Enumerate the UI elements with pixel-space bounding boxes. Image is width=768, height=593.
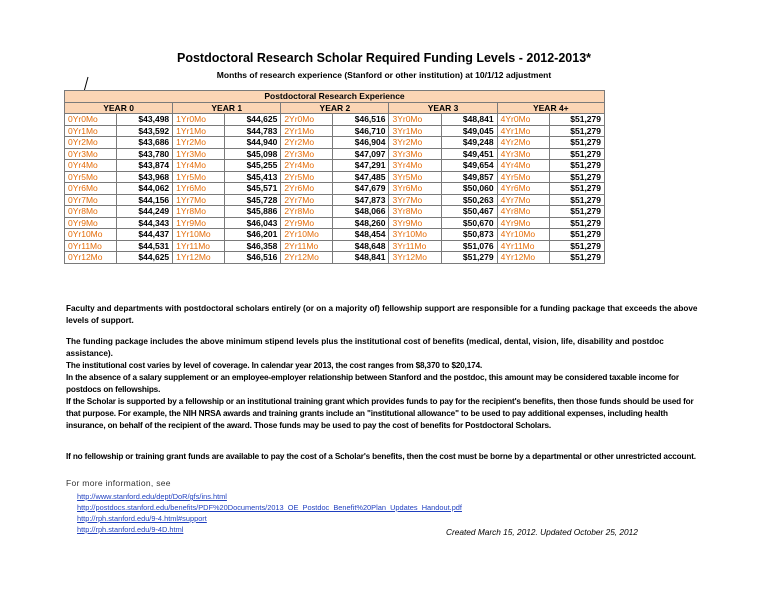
table-row: [65, 114, 605, 126]
funding-amount: $49,248: [441, 137, 497, 149]
table-row: [65, 194, 605, 206]
funding-amount: $48,841: [441, 114, 497, 126]
funding-amount: $43,874: [117, 160, 173, 172]
experience-label: 3Yr10Mo: [389, 229, 441, 241]
experience-label: 4Yr6Mo: [497, 183, 549, 195]
experience-label: 0Yr10Mo: [65, 229, 117, 241]
table-row: [65, 206, 605, 218]
table-row: [65, 229, 605, 241]
funding-amount: $51,279: [549, 171, 604, 183]
experience-label: 3Yr8Mo: [389, 206, 441, 218]
experience-label: 4Yr9Mo: [497, 217, 549, 229]
funding-amount: $44,062: [117, 183, 173, 195]
funding-amount: $50,873: [441, 229, 497, 241]
experience-label: 0Yr12Mo: [65, 252, 117, 264]
experience-label: 0Yr5Mo: [65, 171, 117, 183]
paragraph-institutional-allowance: If the Scholar is supported by a fellowship or an institutional training grant which provides funds to pay for the recipient's benefits, then those funds should be used for that purpose. For example, the NIH NRSA awards and training grants include an "institutional allowance" to be used to pay additional expenses, including health insurance, on behalf of the recipient of the award. Those funds may be used to pay the cost of benefits for Postdoctoral Scholars.: [66, 397, 694, 430]
link-rph-9-4d[interactable]: http://rph.stanford.edu/9-4D.html: [77, 525, 184, 534]
funding-amount: $46,201: [225, 229, 281, 241]
funding-amount: $51,279: [549, 206, 604, 218]
funding-amount: $45,571: [225, 183, 281, 195]
funding-amount: $44,625: [117, 252, 173, 264]
table-header: Postdoctoral Research Experience: [65, 91, 605, 103]
experience-label: 2Yr1Mo: [281, 125, 333, 137]
link-ins[interactable]: http://www.stanford.edu/dept/DoR/gfs/ins.html: [77, 492, 227, 501]
funding-amount: $43,968: [117, 171, 173, 183]
funding-amount: $51,076: [441, 240, 497, 252]
table-row: [65, 217, 605, 229]
experience-label: 0Yr7Mo: [65, 194, 117, 206]
experience-label: 3Yr9Mo: [389, 217, 441, 229]
experience-label: 4Yr7Mo: [497, 194, 549, 206]
year-header: YEAR 3: [389, 102, 497, 114]
experience-label: 0Yr3Mo: [65, 148, 117, 160]
experience-label: 4Yr11Mo: [497, 240, 549, 252]
funding-amount: $48,454: [333, 229, 389, 241]
experience-label: 1Yr4Mo: [173, 160, 225, 172]
created-updated-note: Created March 15, 2012. Updated October 25, 2012: [446, 527, 638, 537]
funding-amount: $45,255: [225, 160, 281, 172]
funding-amount: $50,670: [441, 217, 497, 229]
funding-amount: $51,279: [549, 183, 604, 195]
experience-label: 4Yr8Mo: [497, 206, 549, 218]
experience-label: 2Yr11Mo: [281, 240, 333, 252]
table-row: [65, 183, 605, 195]
funding-amount: $44,249: [117, 206, 173, 218]
experience-label: 3Yr7Mo: [389, 194, 441, 206]
funding-amount: $46,358: [225, 240, 281, 252]
experience-label: 4Yr4Mo: [497, 160, 549, 172]
funding-amount: $50,467: [441, 206, 497, 218]
experience-label: 3Yr12Mo: [389, 252, 441, 264]
funding-amount: $51,279: [549, 137, 604, 149]
experience-label: 3Yr4Mo: [389, 160, 441, 172]
link-rph-support[interactable]: http://rph.stanford.edu/9-4.html#support: [77, 514, 207, 523]
experience-label: 0Yr8Mo: [65, 206, 117, 218]
experience-label: 1Yr0Mo: [173, 114, 225, 126]
experience-label: 1Yr7Mo: [173, 194, 225, 206]
experience-label: 3Yr1Mo: [389, 125, 441, 137]
experience-label: 2Yr0Mo: [281, 114, 333, 126]
funding-amount: $48,648: [333, 240, 389, 252]
experience-label: 1Yr3Mo: [173, 148, 225, 160]
paragraph-taxable-income: In the absence of a salary supplement or an employee-employer relationship between Stanford and the postdoc, this amount may be considered taxable income for postdocs on fellowships.: [66, 373, 679, 394]
experience-label: 3Yr6Mo: [389, 183, 441, 195]
experience-label: 2Yr10Mo: [281, 229, 333, 241]
funding-amount: $47,873: [333, 194, 389, 206]
funding-amount: $45,098: [225, 148, 281, 160]
funding-amount: $47,291: [333, 160, 389, 172]
funding-amount: $43,498: [117, 114, 173, 126]
funding-amount: $49,654: [441, 160, 497, 172]
funding-amount: $46,516: [333, 114, 389, 126]
funding-amount: $43,592: [117, 125, 173, 137]
page-title: Postdoctoral Research Scholar Required Funding Levels - 2012-2013*: [176, 51, 592, 65]
funding-amount: $46,710: [333, 125, 389, 137]
funding-amount: $47,485: [333, 171, 389, 183]
experience-label: 4Yr3Mo: [497, 148, 549, 160]
table-row: [65, 125, 605, 137]
experience-label: 0Yr2Mo: [65, 137, 117, 149]
funding-amount: $48,841: [333, 252, 389, 264]
year-header: YEAR 1: [173, 102, 281, 114]
paragraph-fellowship-support: Faculty and departments with postdoctoral scholars entirely (or on a majority of) fellowship support are responsible for a funding package that exceeds the above levels of support.: [66, 304, 698, 325]
experience-label: 3Yr0Mo: [389, 114, 441, 126]
funding-table: [64, 90, 605, 264]
experience-label: 1Yr2Mo: [173, 137, 225, 149]
page-subtitle: Months of research experience (Stanford or other institution) at 10/1/12 adjustment: [216, 70, 552, 80]
table-row: [65, 252, 605, 264]
funding-amount: $48,260: [333, 217, 389, 229]
experience-label: 3Yr5Mo: [389, 171, 441, 183]
experience-label: 1Yr10Mo: [173, 229, 225, 241]
experience-label: 0Yr1Mo: [65, 125, 117, 137]
funding-amount: $51,279: [549, 148, 604, 160]
experience-label: 2Yr9Mo: [281, 217, 333, 229]
experience-label: 2Yr2Mo: [281, 137, 333, 149]
funding-amount: $46,043: [225, 217, 281, 229]
year-header: YEAR 4+: [497, 102, 604, 114]
table-row: [65, 160, 605, 172]
link-list: [77, 491, 462, 535]
experience-label: 4Yr1Mo: [497, 125, 549, 137]
table-row: [65, 240, 605, 252]
experience-label: 1Yr9Mo: [173, 217, 225, 229]
funding-amount: $44,531: [117, 240, 173, 252]
experience-label: 1Yr8Mo: [173, 206, 225, 218]
funding-amount: $49,451: [441, 148, 497, 160]
experience-label: 3Yr3Mo: [389, 148, 441, 160]
funding-amount: $46,516: [225, 252, 281, 264]
experience-label: 4Yr10Mo: [497, 229, 549, 241]
funding-amount: $51,279: [549, 252, 604, 264]
year-header: YEAR 0: [65, 102, 173, 114]
year-header: YEAR 2: [281, 102, 389, 114]
experience-label: 2Yr3Mo: [281, 148, 333, 160]
funding-amount: $44,437: [117, 229, 173, 241]
experience-label: 3Yr11Mo: [389, 240, 441, 252]
experience-label: 0Yr4Mo: [65, 160, 117, 172]
experience-label: 0Yr11Mo: [65, 240, 117, 252]
funding-amount: $44,156: [117, 194, 173, 206]
funding-amount: $49,857: [441, 171, 497, 183]
funding-amount: $45,886: [225, 206, 281, 218]
funding-amount: $49,045: [441, 125, 497, 137]
funding-amount: $51,279: [549, 240, 604, 252]
experience-label: 1Yr1Mo: [173, 125, 225, 137]
experience-label: 4Yr12Mo: [497, 252, 549, 264]
funding-amount: $51,279: [549, 160, 604, 172]
funding-amount: $47,097: [333, 148, 389, 160]
funding-amount: $45,728: [225, 194, 281, 206]
experience-label: 0Yr6Mo: [65, 183, 117, 195]
funding-amount: $44,343: [117, 217, 173, 229]
experience-label: 1Yr5Mo: [173, 171, 225, 183]
funding-amount: $45,413: [225, 171, 281, 183]
experience-label: 4Yr0Mo: [497, 114, 549, 126]
experience-label: 4Yr5Mo: [497, 171, 549, 183]
table-row: [65, 148, 605, 160]
funding-amount: $51,279: [549, 125, 604, 137]
more-info-label: For more information, see: [66, 478, 171, 488]
funding-amount: $51,279: [549, 229, 604, 241]
experience-label: 1Yr6Mo: [173, 183, 225, 195]
table-row: [65, 171, 605, 183]
experience-label: 2Yr4Mo: [281, 160, 333, 172]
experience-label: 1Yr11Mo: [173, 240, 225, 252]
experience-label: 1Yr12Mo: [173, 252, 225, 264]
experience-label: 3Yr2Mo: [389, 137, 441, 149]
funding-amount: $50,060: [441, 183, 497, 195]
experience-label: 2Yr12Mo: [281, 252, 333, 264]
experience-label: 2Yr7Mo: [281, 194, 333, 206]
paragraph-funding-package: The funding package includes the above minimum stipend levels plus the institutional cost of benefits (medical, dental, vision, life, disability and postdoc assistance).: [66, 337, 664, 358]
funding-amount: $44,940: [225, 137, 281, 149]
funding-amount: $44,783: [225, 125, 281, 137]
table-row: [65, 137, 605, 149]
funding-amount: $48,066: [333, 206, 389, 218]
experience-label: 4Yr2Mo: [497, 137, 549, 149]
link-benefits-handout[interactable]: http://postdocs.stanford.edu/benefits/PDF%20Documents/2013_OE_Postdoc_Benefit%20Plan_Updates_Handout.pdf: [77, 503, 462, 512]
funding-amount: $51,279: [549, 217, 604, 229]
paragraph-institutional-cost: The institutional cost varies by level of coverage. In calendar year 2013, the cost ranges from $8,370 to $20,174.: [66, 361, 483, 370]
funding-amount: $51,279: [549, 194, 604, 206]
funding-amount: $50,263: [441, 194, 497, 206]
experience-label: 0Yr9Mo: [65, 217, 117, 229]
funding-amount: $51,279: [441, 252, 497, 264]
funding-amount: $43,686: [117, 137, 173, 149]
experience-label: 2Yr5Mo: [281, 171, 333, 183]
funding-amount: $47,679: [333, 183, 389, 195]
experience-label: 0Yr0Mo: [65, 114, 117, 126]
experience-label: 2Yr6Mo: [281, 183, 333, 195]
funding-amount: $46,904: [333, 137, 389, 149]
funding-amount: $43,780: [117, 148, 173, 160]
funding-amount: $44,625: [225, 114, 281, 126]
funding-amount: $51,279: [549, 114, 604, 126]
experience-label: 2Yr8Mo: [281, 206, 333, 218]
paragraph-departmental-account: If no fellowship or training grant funds are available to pay the cost of a Scholar's benefits, then the cost must be borne by a departmental or other unrestricted account.: [66, 452, 696, 461]
